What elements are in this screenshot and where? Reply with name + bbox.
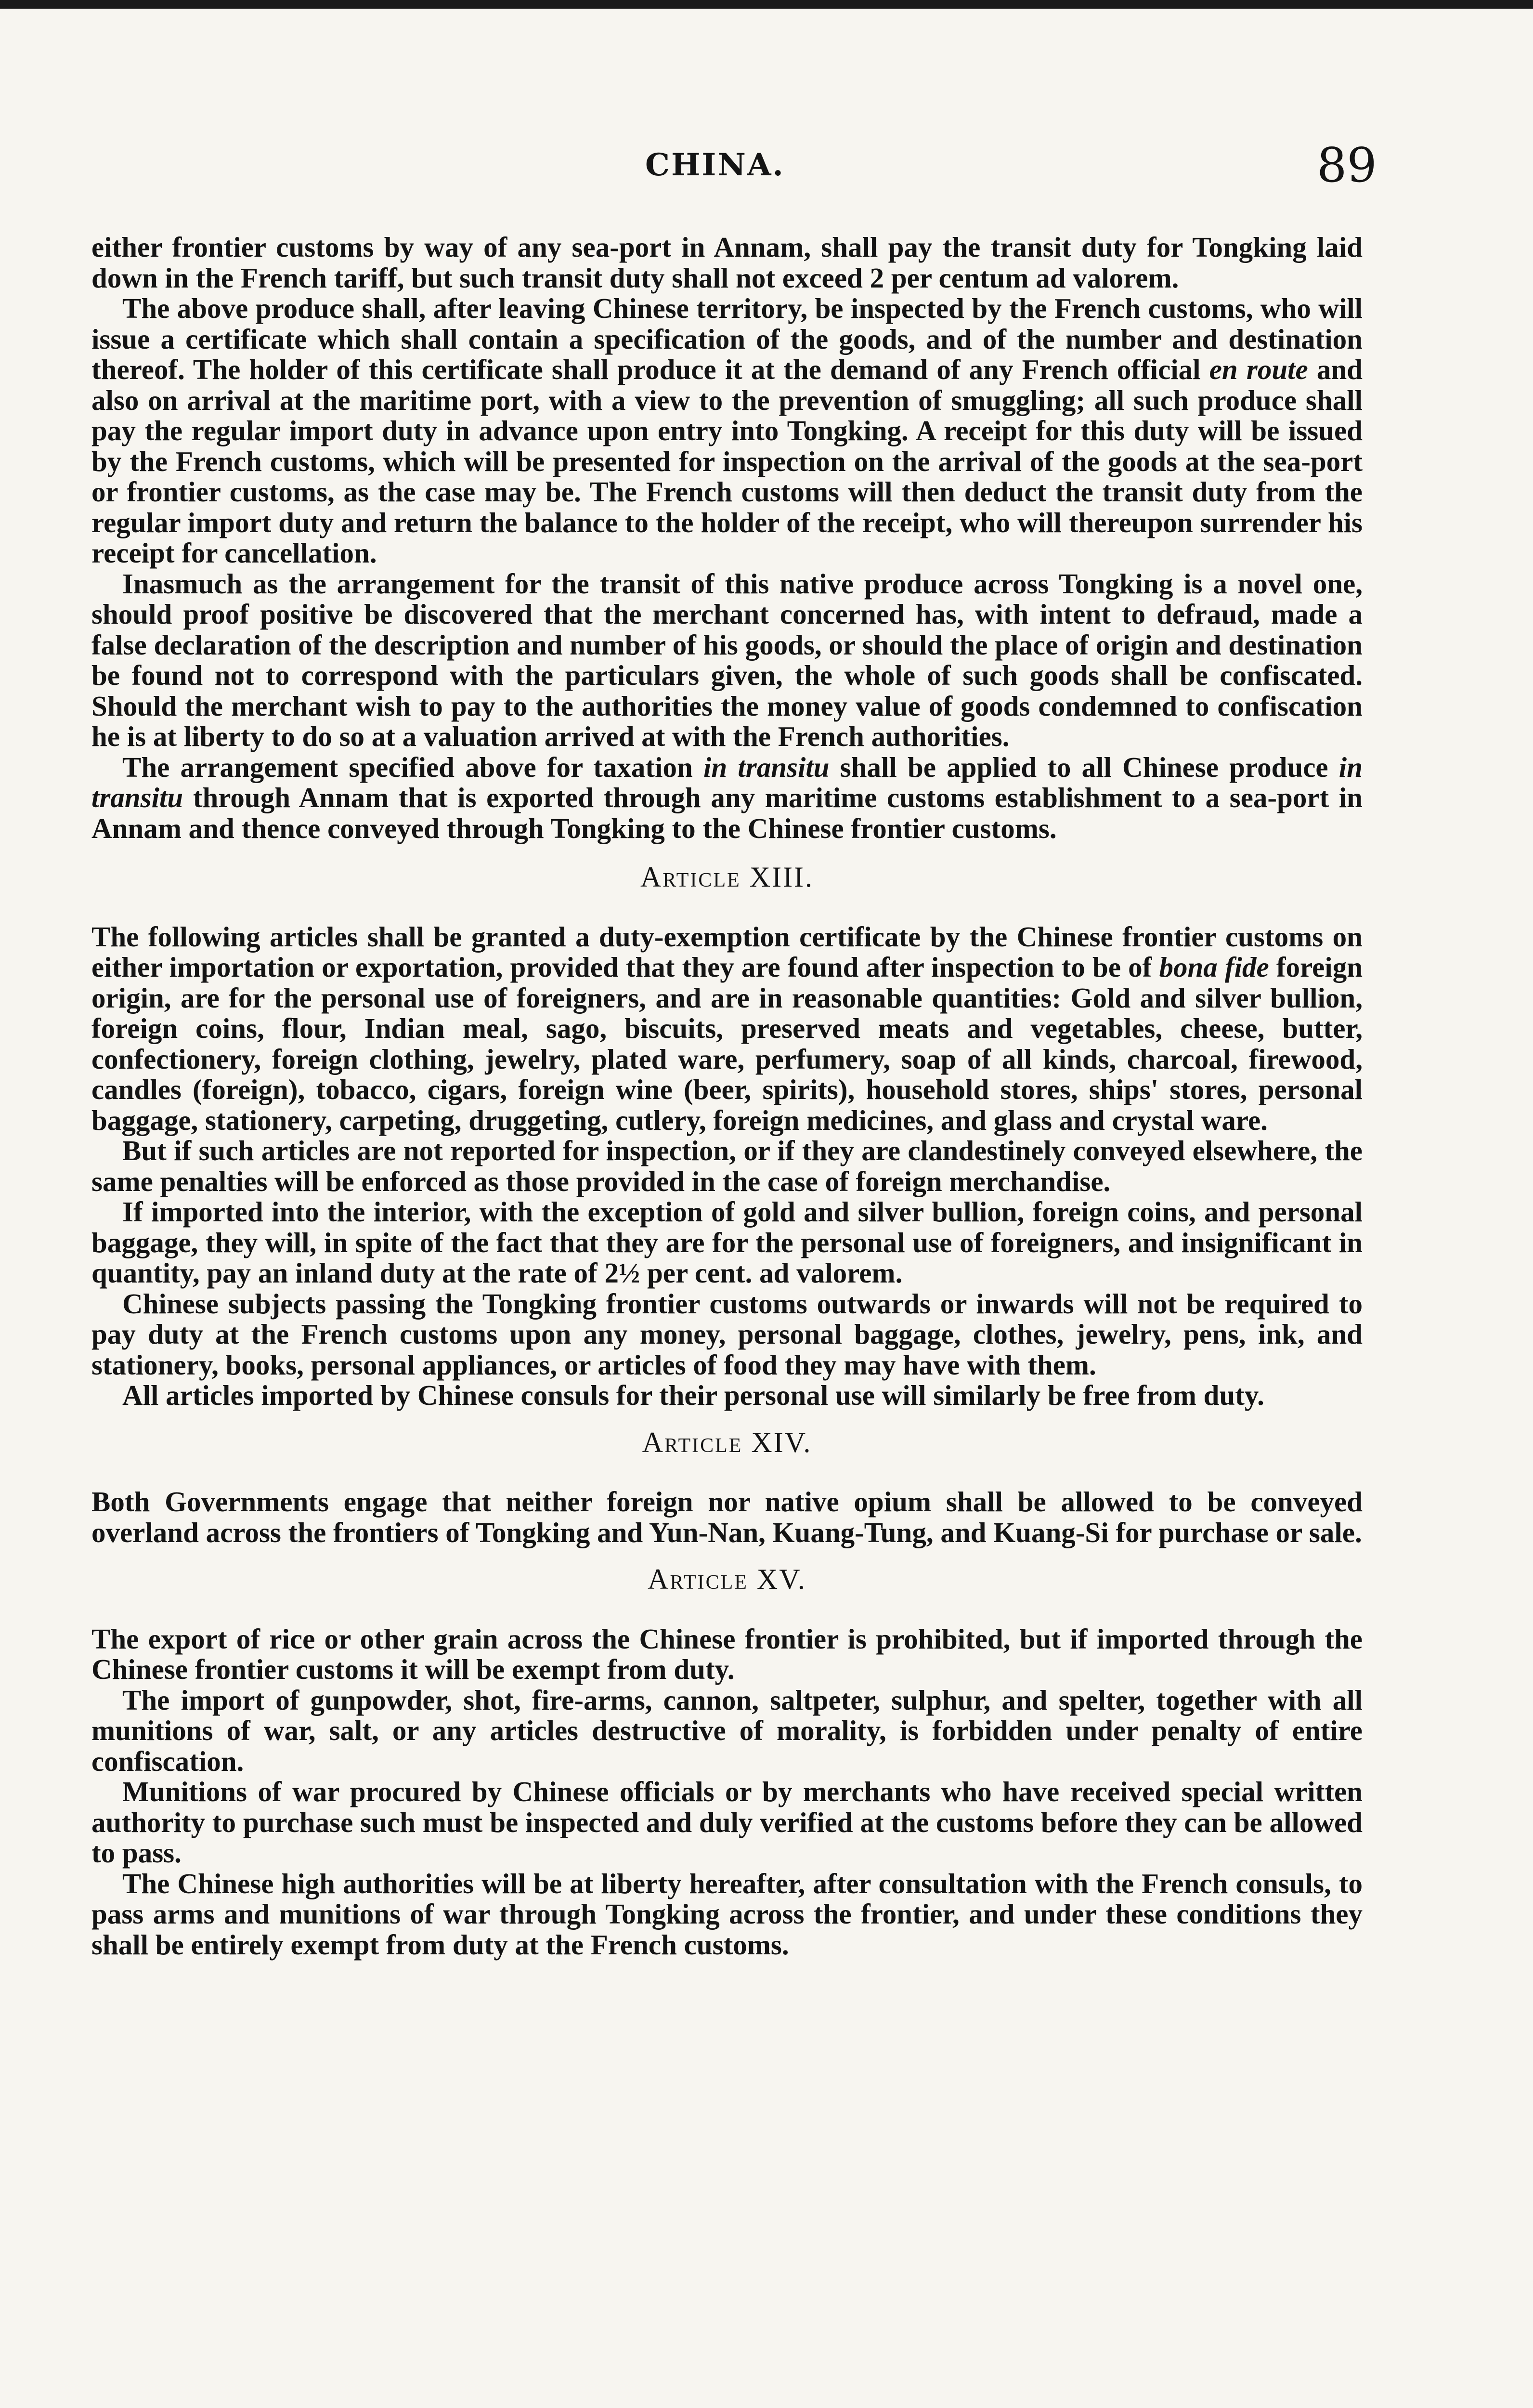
- paragraph: Munitions of war procured by Chinese officials or by merchants who have received special written authority to purchase such must be inspected and duly verified at the customs before they can be allowed to pass.: [91, 1776, 1363, 1869]
- paragraph: Both Governments engage that neither foreign nor native opium shall be allowed to be conveyed overland across the frontiers of Tongking and Yun-Nan, Kuang-Tung, and Kuang-Si for purchase or sale.: [91, 1486, 1363, 1548]
- article-heading: Article XV.: [648, 1563, 806, 1595]
- page-number: 89: [1317, 138, 1377, 193]
- running-title: CHINA.: [645, 147, 785, 183]
- page-top-border: [0, 0, 1533, 9]
- page-header: [0, 138, 1533, 200]
- article-heading: Article XIII.: [640, 861, 814, 893]
- paragraph: Inasmuch as the arrangement for the transit of this native produce across Tongking is a novel one, should proof positive be discovered that the merchant concerned has, with intent to defraud, made a false declaration of the description and number of his goods, or should the place of origin and destination be found not to correspond with the particulars given, the whole of such goods shall be confiscated. Should the merchant wish to pay to the authorities the money value of goods condemned to confiscation he is at liberty to do so at a valuation arrived at with the French authorities.: [91, 567, 1363, 752]
- paragraph: All articles imported by Chinese consuls for their personal use will similarly be free from duty.: [122, 1379, 1264, 1411]
- paragraph: The import of gunpowder, shot, fire-arms, cannon, saltpeter, sulphur, and spelter, together with all munitions of war, salt, or any articles destructive of morality, is forbidden under penalty of entire confiscation.: [91, 1684, 1363, 1777]
- article-heading: Article XIV.: [642, 1426, 812, 1458]
- paragraph: The arrangement specified above for taxation in transitu shall be applied to all Chinese produce in transitu through Annam that is exported through any maritime customs establishment to a sea-port in Annam and thence conveyed through Tongking to the Chinese frontier customs.: [91, 751, 1363, 844]
- paragraph: The Chinese high authorities will be at liberty hereafter, after consultation with the French consuls, to pass arms and munitions of war through Tongking across the frontier, and under these conditions they shall be entirely exempt from duty at the French customs.: [91, 1867, 1363, 1961]
- paragraph: The above produce shall, after leaving Chinese territory, be inspected by the French customs, who will issue a certificate which shall contain a specification of the goods, and of the number and destination thereof. The holder of this certificate shall produce it at the demand of any French official en route and also on arrival at the maritime port, with a view to the prevention of smuggling; all such produce shall pay the regular import duty in advance upon entry into Tongking. A receipt for this duty will be issued by the French customs, which will be presented for inspection on the arrival of the goods at the sea-port or frontier customs, as the case may be. The French customs will then deduct the transit duty from the regular import duty and return the balance to the holder of the receipt, who will thereupon surrender his receipt for cancellation.: [91, 292, 1363, 569]
- paragraph: But if such articles are not reported for inspection, or if they are clandestinely conveyed elsewhere, the same penalties will be enforced as those provided in the case of foreign merchandise.: [91, 1135, 1363, 1197]
- paragraph: If imported into the interior, with the exception of gold and silver bullion, foreign coins, and personal baggage, they will, in spite of the fact that they are for the personal use of foreigners, and insignificant in quantity, pay an inland duty at the rate of 2½ per cent. ad valorem.: [91, 1196, 1363, 1289]
- paragraph: either frontier customs by way of any sea-port in Annam, shall pay the transit duty for Tongking laid down in the French tariff, but such transit duty shall not exceed 2 per centum ad valorem.: [91, 231, 1363, 294]
- page-body: [91, 232, 1363, 1960]
- paragraph: The following articles shall be granted a duty-exemption certificate by the Chinese frontier customs on either importation or exportation, provided that they are found after inspection to be of bona fide foreign origin, are for the personal use of foreigners, and are in reasonable quantities: Gold and silver bullion, foreign coins, flour, Indian meal, sago, biscuits, preserved meats and vegetables, cheese, butter, confectionery, foreign clothing, jewelry, plated ware, perfumery, soap of all kinds, charcoal, firewood, candles (foreign), tobacco, cigars, foreign wine (beer, spirits), household stores, ships' stores, personal baggage, stationery, carpeting, druggeting, cutlery, foreign medicines, and glass and crystal ware.: [91, 920, 1363, 1136]
- paragraph: Chinese subjects passing the Tongking frontier customs outwards or inwards will not be required to pay duty at the French customs upon any money, personal baggage, clothes, jewelry, pens, ink, and stationery, books, personal appliances, or articles of food they may have with them.: [91, 1287, 1363, 1381]
- paragraph: The export of rice or other grain across the Chinese frontier is prohibited, but if imported through the Chinese frontier customs it will be exempt from duty.: [91, 1623, 1363, 1685]
